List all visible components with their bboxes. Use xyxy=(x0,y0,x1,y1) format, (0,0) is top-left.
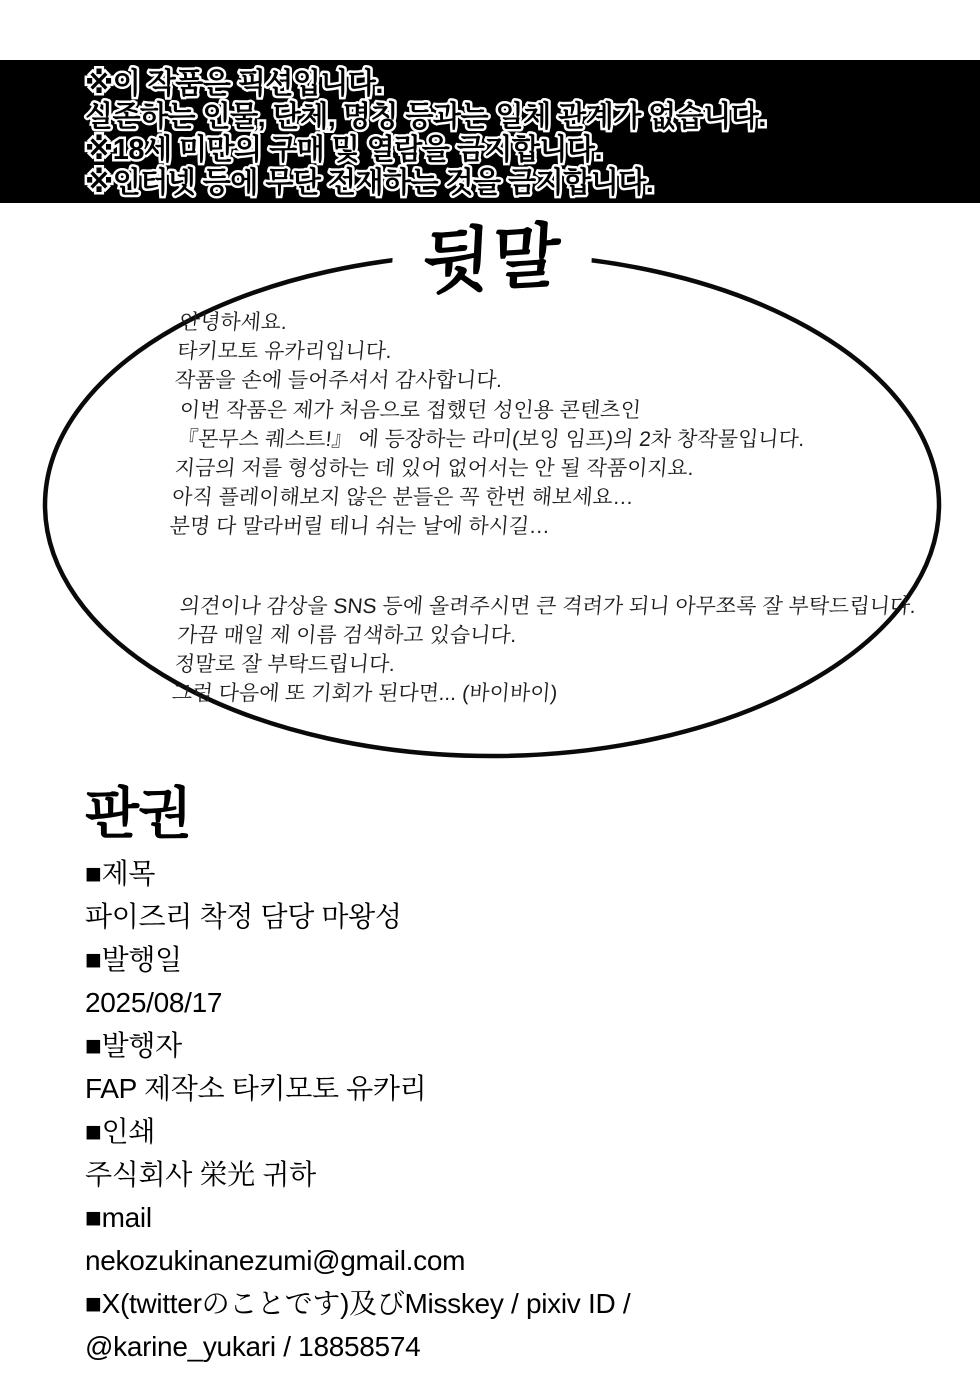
afterword-line: 정말로 잘 부탁드립니다. xyxy=(173,653,397,676)
banner-line: ※18세 미만의 구매 및 열람을 금지합니다. xyxy=(85,134,603,166)
colophon-entry xyxy=(85,852,925,938)
banner-line: ※이 작품은 픽션입니다. xyxy=(85,68,383,100)
colophon-entry-label: ■발행자 xyxy=(85,1030,182,1061)
afterword-title: 뒷말 xyxy=(390,208,595,315)
colophon-list xyxy=(85,852,925,1368)
content-warning-banner xyxy=(0,60,980,203)
afterword-line: 타키모토 유카리입니다. xyxy=(176,340,393,363)
colophon-title: 판권 xyxy=(85,782,192,845)
banner-line: ※인터넷 등에 무단 전재하는 것을 금지합니다. xyxy=(85,167,654,199)
afterword-line: 지금의 저를 형성하는 데 있어 없어서는 안 될 작품이지요. xyxy=(173,457,695,480)
colophon-entry-value: 2025/08/17 xyxy=(85,987,223,1018)
afterword-line: 분명 다 말라버릴 테니 쉬는 날에 하시길… xyxy=(168,515,552,538)
afterword-line: 이번 작품은 제가 처음으로 접했던 성인용 콘텐츠인 xyxy=(178,399,642,422)
colophon-entry-label: ■mail xyxy=(85,1202,152,1233)
afterword-paragraph-greeting xyxy=(173,308,508,395)
afterword-line: 의견이나 감상을 SNS 등에 올려주시면 큰 격려가 되니 아무쪼록 잘 부탁드립니다. xyxy=(178,595,917,618)
colophon-entry-label: ■X(twitterのことです)及びMisskey / pixiv ID / xyxy=(85,1288,631,1319)
colophon-entry-value: nekozukinanezumi@gmail.com xyxy=(85,1245,466,1276)
colophon-entry xyxy=(85,1196,925,1282)
afterword-line: 『몬무스 퀘스트!』 에 등장하는 라미(보잉 임프)의 2차 창작물입니다. xyxy=(176,428,806,451)
colophon-entry-value: FAP 제작소 타키모토 유카리 xyxy=(85,1073,427,1104)
colophon-entry xyxy=(85,1024,925,1110)
colophon-entry-value: 파이즈리 착정 담당 마왕성 xyxy=(85,901,402,932)
colophon-entry-label: ■인쇄 xyxy=(85,1116,156,1147)
afterword-line: 가끔 매일 제 이름 검색하고 있습니다. xyxy=(176,624,518,647)
banner-line: 실존하는 인물, 단체, 명칭 등과는 일체 관계가 없습니다. xyxy=(85,101,766,133)
afterword-line: 그럼 다음에 또 기회가 된다면... (바이바이) xyxy=(171,682,559,705)
afterword-paragraph-closing xyxy=(171,592,917,708)
colophon-entry-label: ■제목 xyxy=(85,858,156,889)
afterword-line: 안녕하세요. xyxy=(178,311,289,334)
colophon-entry-value: @karine_yukari / 18858574 xyxy=(85,1331,421,1362)
colophon-entry-label: ■발행일 xyxy=(85,944,182,975)
colophon-entry xyxy=(85,1110,925,1196)
colophon-entry xyxy=(85,938,925,1024)
colophon-entry-value: 주식회사 栄光 귀하 xyxy=(85,1159,316,1190)
afterword-line: 작품을 손에 들어주셔서 감사합니다. xyxy=(173,369,504,392)
afterword-line: 아직 플레이해보지 않은 분들은 꼭 한번 해보세요… xyxy=(171,486,635,509)
colophon-entry xyxy=(85,1282,925,1368)
afterword-paragraph-about-work xyxy=(168,396,808,541)
